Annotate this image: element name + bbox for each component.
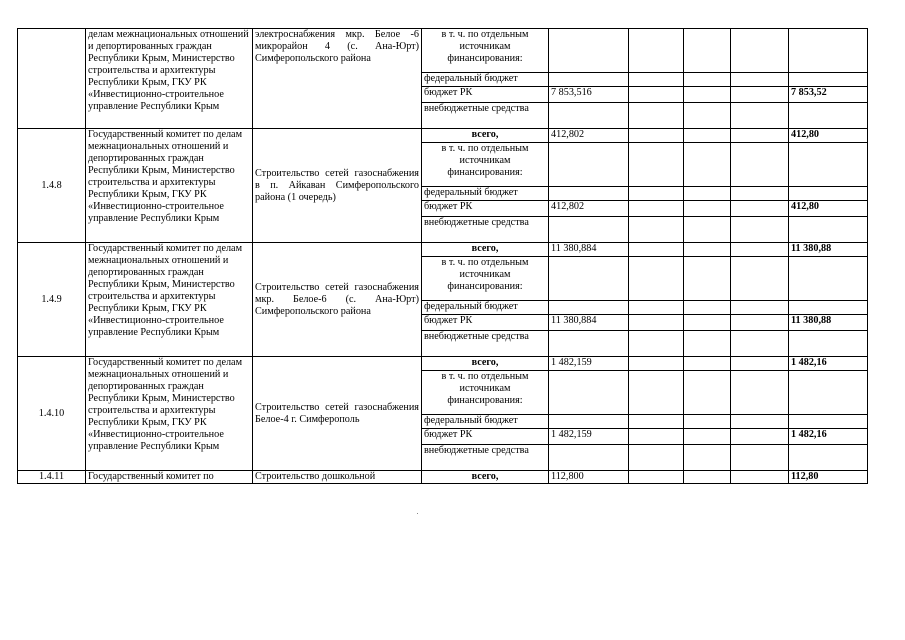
amount-value: 11 380,884 <box>549 243 629 257</box>
amount-value: 7 853,516 <box>549 87 629 103</box>
empty-year-cell <box>731 371 789 415</box>
empty-year-cell <box>731 201 789 217</box>
responsible-organization: Государственный комитет по делам межнациональных отношений и депортированных граждан Республики Крым, Министерство строительства и архитектуры Республики Крым, ГКУ РК «Инвестиционно-строительное управление Республики Крым <box>86 129 253 243</box>
empty-year-cell <box>684 103 731 129</box>
empty-year-cell <box>731 301 789 315</box>
empty-year-cell <box>684 415 731 429</box>
item-number: 1.4.8 <box>18 129 86 243</box>
funding-source: внебюджетные средства <box>422 103 549 129</box>
total-value <box>789 257 868 301</box>
amount-value <box>549 217 629 243</box>
total-value <box>789 415 868 429</box>
amount-value <box>549 257 629 301</box>
funding-source: внебюджетные средства <box>422 331 549 357</box>
funding-source: федеральный бюджет <box>422 301 549 315</box>
empty-year-cell <box>629 415 684 429</box>
empty-year-cell <box>629 471 684 484</box>
empty-year-cell <box>629 87 684 103</box>
empty-year-cell <box>731 471 789 484</box>
empty-year-cell <box>684 29 731 73</box>
empty-year-cell <box>629 217 684 243</box>
total-value <box>789 217 868 243</box>
empty-year-cell <box>684 445 731 471</box>
amount-value <box>549 29 629 73</box>
empty-year-cell <box>629 357 684 371</box>
empty-year-cell <box>684 217 731 243</box>
empty-year-cell <box>731 143 789 187</box>
work-description: Строительство дошкольной <box>253 471 422 484</box>
amount-value: 11 380,884 <box>549 315 629 331</box>
empty-year-cell <box>629 445 684 471</box>
amount-value: 412,802 <box>549 201 629 217</box>
work-description: Строительство сетей газоснабжения в п. Айкаван Симферопольского района (1 очередь) <box>253 129 422 243</box>
responsible-organization: делам межнациональных отношений и депортированных граждан Республики Крым, Министерство строительства и архитектуры Республики Крым, ГКУ РК «Инвестиционно-строительное управление Республики Крым <box>86 29 253 129</box>
empty-year-cell <box>684 371 731 415</box>
funding-source: федеральный бюджет <box>422 415 549 429</box>
empty-year-cell <box>731 129 789 143</box>
empty-year-cell <box>684 143 731 187</box>
funding-source: всего, <box>422 357 549 371</box>
empty-year-cell <box>684 87 731 103</box>
funding-source: бюджет РК <box>422 87 549 103</box>
funding-source: бюджет РК <box>422 429 549 445</box>
amount-value <box>549 445 629 471</box>
empty-year-cell <box>731 217 789 243</box>
table-row <box>18 29 868 73</box>
work-description: электроснабжения мкр. Белое -6 микрорайон 4 (с. Ана-Юрт) Симферопольского района <box>253 29 422 129</box>
financing-table <box>17 28 868 484</box>
amount-value: 1 482,159 <box>549 357 629 371</box>
empty-year-cell <box>629 371 684 415</box>
total-value <box>789 103 868 129</box>
scan-speck <box>417 513 418 514</box>
responsible-organization: Государственный комитет по делам межнациональных отношений и депортированных граждан Республики Крым, Министерство строительства и архитектуры Республики Крым, ГКУ РК «Инвестиционно-строительное управление Республики Крым <box>86 357 253 471</box>
empty-year-cell <box>731 187 789 201</box>
empty-year-cell <box>684 257 731 301</box>
empty-year-cell <box>629 187 684 201</box>
funding-source: в т. ч. по отдельным источникам финансирования: <box>422 29 549 73</box>
empty-year-cell <box>731 429 789 445</box>
amount-value <box>549 331 629 357</box>
total-value: 412,80 <box>789 201 868 217</box>
amount-value <box>549 371 629 415</box>
funding-source: федеральный бюджет <box>422 73 549 87</box>
table-body <box>18 29 868 484</box>
empty-year-cell <box>684 243 731 257</box>
table-row <box>18 129 868 143</box>
total-value: 112,80 <box>789 471 868 484</box>
total-value <box>789 73 868 87</box>
table-row <box>18 357 868 371</box>
table-row <box>18 471 868 484</box>
funding-source: всего, <box>422 129 549 143</box>
amount-value <box>549 143 629 187</box>
amount-value: 412,802 <box>549 129 629 143</box>
empty-year-cell <box>684 301 731 315</box>
empty-year-cell <box>684 331 731 357</box>
empty-year-cell <box>684 315 731 331</box>
empty-year-cell <box>629 257 684 301</box>
funding-source: бюджет РК <box>422 315 549 331</box>
item-number <box>18 29 86 129</box>
empty-year-cell <box>684 357 731 371</box>
empty-year-cell <box>684 201 731 217</box>
amount-value <box>549 73 629 87</box>
item-number: 1.4.11 <box>18 471 86 484</box>
total-value <box>789 29 868 73</box>
funding-source: в т. ч. по отдельным источникам финансирования: <box>422 257 549 301</box>
empty-year-cell <box>629 243 684 257</box>
empty-year-cell <box>731 257 789 301</box>
total-value <box>789 301 868 315</box>
empty-year-cell <box>731 315 789 331</box>
empty-year-cell <box>629 315 684 331</box>
empty-year-cell <box>731 243 789 257</box>
empty-year-cell <box>629 301 684 315</box>
empty-year-cell <box>731 73 789 87</box>
table-row <box>18 243 868 257</box>
amount-value <box>549 301 629 315</box>
amount-value: 1 482,159 <box>549 429 629 445</box>
item-number: 1.4.10 <box>18 357 86 471</box>
amount-value <box>549 103 629 129</box>
total-value: 1 482,16 <box>789 429 868 445</box>
amount-value: 112,800 <box>549 471 629 484</box>
empty-year-cell <box>731 415 789 429</box>
empty-year-cell <box>731 103 789 129</box>
total-value: 1 482,16 <box>789 357 868 371</box>
empty-year-cell <box>684 187 731 201</box>
empty-year-cell <box>629 29 684 73</box>
total-value <box>789 143 868 187</box>
empty-year-cell <box>629 331 684 357</box>
empty-year-cell <box>629 129 684 143</box>
responsible-organization: Государственный комитет по <box>86 471 253 484</box>
empty-year-cell <box>684 429 731 445</box>
empty-year-cell <box>684 471 731 484</box>
empty-year-cell <box>629 143 684 187</box>
amount-value <box>549 415 629 429</box>
empty-year-cell <box>731 445 789 471</box>
total-value: 412,80 <box>789 129 868 143</box>
empty-year-cell <box>629 103 684 129</box>
funding-source: бюджет РК <box>422 201 549 217</box>
empty-year-cell <box>684 73 731 87</box>
total-value: 11 380,88 <box>789 315 868 331</box>
total-value: 7 853,52 <box>789 87 868 103</box>
work-description: Строительство сетей газоснабжения мкр. Белое-6 (с. Ана-Юрт) Симферопольского района <box>253 243 422 357</box>
empty-year-cell <box>731 331 789 357</box>
empty-year-cell <box>684 129 731 143</box>
empty-year-cell <box>731 357 789 371</box>
funding-source: в т. ч. по отдельным источникам финансирования: <box>422 371 549 415</box>
total-value <box>789 331 868 357</box>
empty-year-cell <box>731 29 789 73</box>
funding-source: внебюджетные средства <box>422 445 549 471</box>
empty-year-cell <box>629 429 684 445</box>
item-number: 1.4.9 <box>18 243 86 357</box>
funding-source: всего, <box>422 471 549 484</box>
funding-source: федеральный бюджет <box>422 187 549 201</box>
funding-source: внебюджетные средства <box>422 217 549 243</box>
empty-year-cell <box>629 73 684 87</box>
funding-source: всего, <box>422 243 549 257</box>
empty-year-cell <box>731 87 789 103</box>
total-value <box>789 445 868 471</box>
total-value <box>789 371 868 415</box>
total-value <box>789 187 868 201</box>
funding-source: в т. ч. по отдельным источникам финансирования: <box>422 143 549 187</box>
responsible-organization: Государственный комитет по делам межнациональных отношений и депортированных граждан Республики Крым, Министерство строительства и архитектуры Республики Крым, ГКУ РК «Инвестиционно-строительное управление Республики Крым <box>86 243 253 357</box>
empty-year-cell <box>629 201 684 217</box>
work-description: Строительство сетей газоснабжения Белое-4 г. Симферополь <box>253 357 422 471</box>
amount-value <box>549 187 629 201</box>
total-value: 11 380,88 <box>789 243 868 257</box>
